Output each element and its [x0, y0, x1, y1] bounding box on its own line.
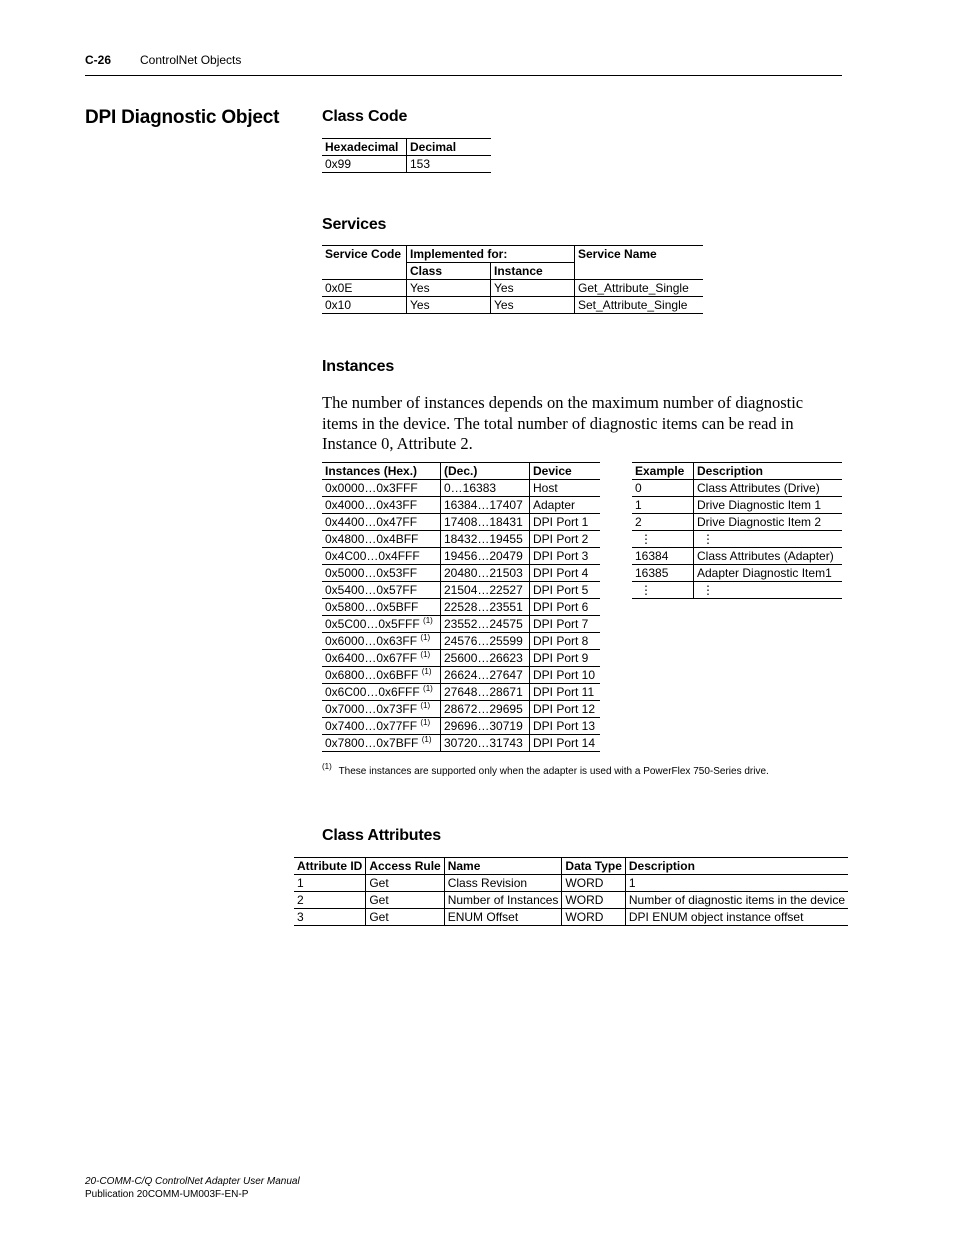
- table-cell: [322, 633, 441, 650]
- ellipsis-icon: ⋮: [694, 531, 843, 548]
- instance-hex-range: 0x0000…0x3FFF: [325, 481, 418, 495]
- table-cell: [322, 582, 441, 599]
- column-header: Instance: [491, 263, 575, 280]
- table-cell: Get: [366, 875, 444, 892]
- table-row: [322, 735, 600, 752]
- table-cell: 153: [407, 156, 492, 173]
- table-cell: DPI Port 10: [530, 667, 601, 684]
- table-cell: [322, 650, 441, 667]
- table-cell: Number of Instances: [444, 892, 562, 909]
- instance-hex-range: 0x7000…0x73FF: [325, 702, 418, 716]
- footnote-text: These instances are supported only when the adapter is used with a PowerFlex 750-Series drive.: [338, 766, 769, 777]
- column-header: Service Name: [575, 246, 704, 280]
- table-cell: ENUM Offset: [444, 909, 562, 926]
- example-table: [632, 462, 842, 599]
- table-row: [322, 548, 600, 565]
- services-heading: Services: [322, 216, 387, 233]
- instance-hex-range: 0x6C00…0x6FFF: [325, 685, 420, 699]
- ellipsis-icon: ⋮: [632, 531, 694, 548]
- table-cell: 3: [294, 909, 366, 926]
- table-cell: 0…16383: [441, 480, 530, 497]
- table-cell: 29696…30719: [441, 718, 530, 735]
- table-cell: 30720…31743: [441, 735, 530, 752]
- table-cell: 16384: [632, 548, 694, 565]
- instance-hex-range: 0x4800…0x4BFF: [325, 532, 419, 546]
- table-cell: DPI ENUM object instance offset: [625, 909, 848, 926]
- instance-hex-range: 0x5000…0x53FF: [325, 566, 418, 580]
- table-cell: 27648…28671: [441, 684, 530, 701]
- table-cell: 16384…17407: [441, 497, 530, 514]
- column-header: Access Rule: [366, 858, 444, 875]
- table-cell: 0x0E: [322, 280, 407, 297]
- table-cell: DPI Port 2: [530, 531, 601, 548]
- column-header: Description: [694, 463, 843, 480]
- footnote-reference: (1): [420, 650, 431, 659]
- table-row: [322, 582, 600, 599]
- table-cell: Yes: [407, 297, 491, 314]
- header-divider: [85, 75, 842, 76]
- column-header: (Dec.): [441, 463, 530, 480]
- class-attributes-table: [294, 857, 848, 926]
- table-cell: Set_Attribute_Single: [575, 297, 704, 314]
- table-cell: Get: [366, 909, 444, 926]
- table-cell: 21504…22527: [441, 582, 530, 599]
- instance-hex-range: 0x6400…0x67FF: [325, 651, 418, 665]
- table-cell: 16385: [632, 565, 694, 582]
- table-row: [294, 909, 848, 926]
- table-header-row: [322, 463, 600, 480]
- instance-hex-range: 0x7400…0x77FF: [325, 719, 418, 733]
- table-cell: [322, 480, 441, 497]
- table-row: [322, 565, 600, 582]
- page-number: C-26: [85, 53, 112, 67]
- footnote-reference: (1): [421, 667, 432, 676]
- table-cell: 17408…18431: [441, 514, 530, 531]
- table-cell: DPI Port 3: [530, 548, 601, 565]
- table-cell: DPI Port 1: [530, 514, 601, 531]
- table-row: [322, 616, 600, 633]
- table-row: [322, 718, 600, 735]
- column-header: Service Code: [322, 246, 407, 280]
- table-cell: Class Revision: [444, 875, 562, 892]
- table-row: [322, 684, 600, 701]
- table-cell: Host: [530, 480, 601, 497]
- table-cell: 2: [294, 892, 366, 909]
- instance-hex-range: 0x6800…0x6BFF: [325, 668, 419, 682]
- table-cell: 23552…24575: [441, 616, 530, 633]
- table-cell: DPI Port 5: [530, 582, 601, 599]
- table-cell: 1: [294, 875, 366, 892]
- table-cell: 0x99: [322, 156, 407, 173]
- table-cell: Class Attributes (Adapter): [694, 548, 843, 565]
- table-row: [632, 548, 842, 565]
- footer-manual-title: 20-COMM-C/Q ControlNet Adapter User Manual: [85, 1176, 300, 1187]
- column-header: Hexadecimal: [325, 140, 399, 154]
- table-cell: Class Attributes (Drive): [694, 480, 843, 497]
- column-header: Attribute ID: [297, 859, 363, 873]
- instances-heading: Instances: [322, 358, 395, 375]
- table-row: [294, 892, 848, 909]
- table-header-row: [322, 246, 703, 263]
- table-cell: 20480…21503: [441, 565, 530, 582]
- table-row: [322, 497, 600, 514]
- instance-hex-range: 0x4400…0x47FF: [325, 515, 418, 529]
- table-row: [322, 514, 600, 531]
- table-row: [632, 514, 842, 531]
- column-header: Class: [407, 263, 491, 280]
- instance-hex-range: 0x4000…0x43FF: [325, 498, 418, 512]
- table-cell: WORD: [562, 909, 625, 926]
- table-cell: 18432…19455: [441, 531, 530, 548]
- footnote-reference: (1): [423, 616, 433, 625]
- footnote-reference: (1): [420, 633, 431, 642]
- table-row: [294, 875, 848, 892]
- table-cell: [322, 599, 441, 616]
- table-cell: 22528…23551: [441, 599, 530, 616]
- instances-table: [322, 462, 600, 752]
- instance-hex-range: 0x5800…0x5BFF: [325, 600, 419, 614]
- section-title: ControlNet Objects: [140, 53, 242, 67]
- column-header: Name: [444, 858, 562, 875]
- table-cell: 2: [632, 514, 694, 531]
- table-cell: 19456…20479: [441, 548, 530, 565]
- table-row: [632, 480, 842, 497]
- table-row: [322, 650, 600, 667]
- column-header: Description: [625, 858, 848, 875]
- table-cell: [322, 735, 441, 752]
- footnote-mark: (1): [322, 762, 332, 771]
- instance-hex-range: 0x5400…0x57FF: [325, 583, 418, 597]
- table-cell: 25600…26623: [441, 650, 530, 667]
- column-header: Example: [635, 464, 685, 478]
- instance-hex-range: 0x6000…0x63FF: [325, 634, 418, 648]
- table-cell: Adapter: [530, 497, 601, 514]
- table-cell: Yes: [407, 280, 491, 297]
- table-cell: Get: [366, 892, 444, 909]
- table-row: [322, 297, 703, 314]
- column-header: Device: [530, 463, 601, 480]
- table-cell: [322, 531, 441, 548]
- table-cell: [322, 548, 441, 565]
- table-row: [322, 701, 600, 718]
- table-cell: [322, 718, 441, 735]
- table-cell: WORD: [562, 892, 625, 909]
- table-cell: DPI Port 12: [530, 701, 601, 718]
- table-cell: DPI Port 4: [530, 565, 601, 582]
- table-cell: [322, 565, 441, 582]
- column-header: Data Type: [562, 858, 625, 875]
- instance-hex-range: 0x4C00…0x4FFF: [325, 549, 420, 563]
- object-title: DPI Diagnostic Object: [85, 107, 280, 128]
- table-row: [322, 480, 600, 497]
- table-cell: [322, 616, 441, 633]
- table-cell: [322, 497, 441, 514]
- class-attributes-heading: Class Attributes: [322, 827, 441, 844]
- table-cell: Yes: [491, 297, 575, 314]
- table-row: [632, 582, 842, 599]
- footnote: [322, 762, 769, 777]
- class-code-table: [322, 138, 491, 173]
- table-cell: 28672…29695: [441, 701, 530, 718]
- table-row: [322, 667, 600, 684]
- table-cell: Get_Attribute_Single: [575, 280, 704, 297]
- table-row: [632, 565, 842, 582]
- table-cell: [322, 514, 441, 531]
- table-row: [322, 599, 600, 616]
- footnote-reference: (1): [423, 684, 433, 693]
- table-cell: DPI Port 8: [530, 633, 601, 650]
- table-row: [322, 633, 600, 650]
- table-cell: DPI Port 14: [530, 735, 601, 752]
- table-cell: DPI Port 7: [530, 616, 601, 633]
- ellipsis-icon: ⋮: [632, 582, 694, 599]
- footnote-reference: (1): [421, 735, 432, 744]
- instance-hex-range: 0x7800…0x7BFF: [325, 736, 419, 750]
- table-cell: 1: [625, 875, 848, 892]
- table-cell: [322, 684, 441, 701]
- ellipsis-icon: ⋮: [694, 582, 843, 599]
- table-cell: 0: [632, 480, 694, 497]
- table-cell: Number of diagnostic items in the device: [625, 892, 848, 909]
- table-header-row: [632, 463, 842, 480]
- table-row: [632, 531, 842, 548]
- column-header: Implemented for:: [407, 246, 575, 263]
- table-cell: DPI Port 11: [530, 684, 601, 701]
- table-cell: 0x10: [322, 297, 407, 314]
- instance-hex-range: 0x5C00…0x5FFF: [325, 617, 420, 631]
- table-row: [322, 156, 491, 173]
- table-cell: Drive Diagnostic Item 2: [694, 514, 843, 531]
- table-cell: [322, 667, 441, 684]
- table-cell: DPI Port 6: [530, 599, 601, 616]
- services-table: [322, 245, 703, 314]
- column-header: Instances (Hex.): [325, 464, 418, 478]
- table-cell: 26624…27647: [441, 667, 530, 684]
- table-header-row: [294, 858, 848, 875]
- footnote-reference: (1): [420, 718, 431, 727]
- table-cell: Yes: [491, 280, 575, 297]
- footer-publication: Publication 20COMM-UM003F-EN-P: [85, 1189, 249, 1200]
- table-cell: 1: [632, 497, 694, 514]
- table-cell: Adapter Diagnostic Item1: [694, 565, 843, 582]
- table-row: [632, 497, 842, 514]
- column-header: Decimal: [407, 139, 492, 156]
- table-cell: Drive Diagnostic Item 1: [694, 497, 843, 514]
- table-row: [322, 531, 600, 548]
- table-cell: DPI Port 9: [530, 650, 601, 667]
- footnote-reference: (1): [420, 701, 431, 710]
- table-cell: WORD: [562, 875, 625, 892]
- class-code-heading: Class Code: [322, 108, 408, 125]
- table-header-row: [322, 139, 491, 156]
- table-cell: 24576…25599: [441, 633, 530, 650]
- table-row: [322, 280, 703, 297]
- table-cell: [322, 701, 441, 718]
- table-cell: DPI Port 13: [530, 718, 601, 735]
- instances-paragraph: The number of instances depends on the maximum number of diagnostic items in the device. The total number of diagnostic items can be read in Instance 0, Attribute 2.: [322, 393, 804, 453]
